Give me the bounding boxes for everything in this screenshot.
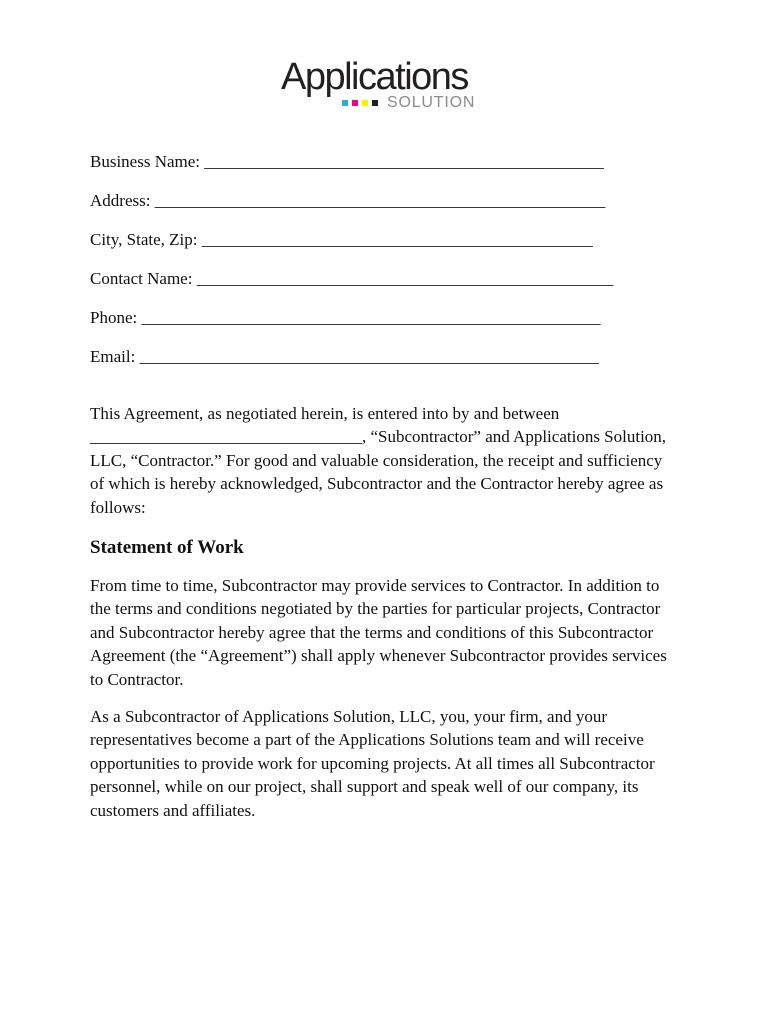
field-blank[interactable]: ______________________________________________________ <box>139 347 599 366</box>
city-state-zip-field[interactable] <box>90 229 690 268</box>
address-field[interactable] <box>90 190 690 229</box>
agreement-paragraph: This Agreement, as negotiated herein, is entered into by and between ________________________________, “Subcontractor” and Applications Solution, LLC, “Contractor.” For good and valuable consideration, the receipt and sufficiency of which is hereby acknowledged, Subcontractor and the Contractor hereby agree as follows: <box>90 404 667 517</box>
field-label: Business Name: <box>90 152 205 171</box>
business-name-field[interactable] <box>90 151 690 190</box>
logo-wordmark: Applications <box>281 56 468 98</box>
statement-of-work-heading: Statement of Work <box>90 537 244 559</box>
field-blank[interactable]: ______________________________________________________ <box>141 308 601 327</box>
field-blank[interactable]: _______________________________________________ <box>204 152 604 171</box>
field-label: City, State, Zip: <box>90 230 202 249</box>
field-label: Contact Name: <box>90 269 197 288</box>
logo-color-squares <box>342 100 378 107</box>
contact-form-fields <box>90 151 690 385</box>
field-label: Address: <box>90 191 155 210</box>
statement-paragraph-1: From time to time, Subcontractor may provide services to Contractor. In addition to the terms and conditions negotiated by the parties for particular projects, Contractor and Subcontractor hereby agree that the terms and conditions of this Subcontractor Agreement (the “Agreement”) shall apply whenever Subcontractor provides services to Contractor. <box>90 576 667 689</box>
logo-square-magenta <box>352 100 358 106</box>
agreement-body <box>90 402 680 822</box>
field-blank[interactable]: _________________________________________________ <box>196 269 614 288</box>
field-blank[interactable]: ______________________________________________ <box>201 230 593 249</box>
contact-name-field[interactable] <box>90 268 690 307</box>
logo-square-yellow <box>362 100 368 106</box>
logo-square-black <box>372 100 378 106</box>
company-logo <box>281 58 496 114</box>
phone-field[interactable] <box>90 307 690 346</box>
field-label: Email: <box>90 347 140 366</box>
field-label: Phone: <box>90 308 142 327</box>
logo-square-cyan <box>342 100 348 106</box>
logo-subtitle: SOLUTION <box>387 94 476 111</box>
field-blank[interactable]: _____________________________________________________ <box>154 191 606 210</box>
statement-paragraph-2: As a Subcontractor of Applications Solution, LLC, you, your firm, and your representatives become a part of the Applications Solutions team and will receive opportunities to provide work for upcoming projects. At all times all Subcontractor personnel, while on our project, shall support and speak well of our company, its customers and affiliates. <box>90 707 655 820</box>
email-field[interactable] <box>90 346 690 385</box>
